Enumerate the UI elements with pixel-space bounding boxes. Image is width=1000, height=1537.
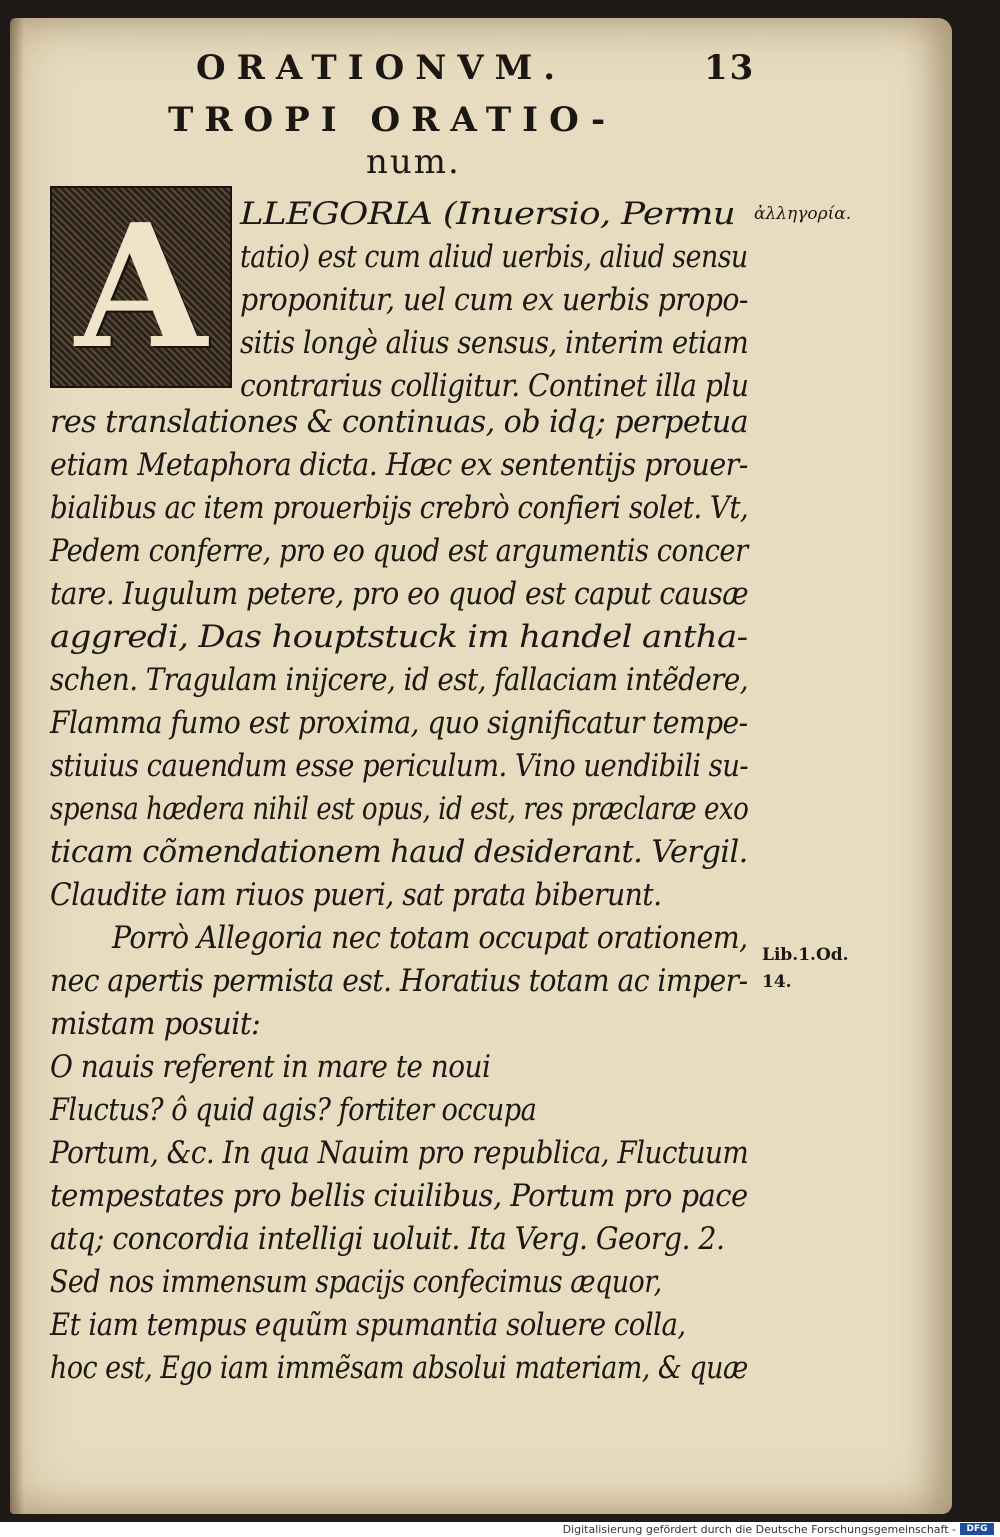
text-line-26: Sed nos immensum spacijs confecimus æquor, [50,1264,662,1300]
text-line-7: etiam Metaphora dicta. Hæc ex sententijs prouer- [50,447,748,483]
text-line-3: proponitur, uel cum ex uerbis propo- [240,282,748,318]
text-line-28: hoc est, Ego iam immẽsam absolui materiam, & quæ [50,1350,748,1386]
text-line-8: bialibus ac item prouerbijs crebrò confieri solet. Vt, [50,490,749,526]
text-line-18: Porrò Allegoria nec totam occupat orationem, [112,920,748,956]
text-line-2: tatio) est cum aliud uerbis, aliud sensu [240,239,748,275]
footer-credit: Digitalisierung gefördert durch die Deutsche Forschungsgemeinschaft - [562,1523,956,1536]
text-line-22: Fluctus? ô quid agis? fortiter occupa [50,1092,537,1128]
text-line-11: aggredi, Das houptstuck im handel antha- [50,619,748,655]
margin-note-greek: ἀλληγορία. [754,204,852,224]
text-line-17: Claudite iam riuos pueri, sat prata biberunt. [50,877,662,913]
text-line-12: schen. Tragulam inijcere, id est, fallaciam intẽdere, [50,662,749,698]
text-line-6: res translationes & continuas, ob idq; perpetua [50,404,749,440]
text-line-25: atq; concordia intelligi uoluit. Ita Verg. Georg. 2. [50,1221,725,1257]
section-title: TROPI ORATIO- [168,100,617,140]
text-line-4: sitis longè alius sensus, interim etiam [240,325,749,361]
text-line-19: nec apertis permista est. Horatius totam ac imper- [50,963,748,999]
initial-letter: A [75,187,207,387]
text-line-23: Portum, &c. In qua Nauim pro republica, Fluctuum [50,1135,749,1171]
text-line-10: tare. Iugulum petere, pro eo quod est caput causæ [50,576,749,612]
section-title-continued: num. [366,142,461,182]
text-line-15: spensa hædera nihil est opus, id est, res præclaræ exo [50,791,749,827]
text-line-24: tempestates pro bellis ciuilibus, Portum pro pace [50,1178,748,1214]
text-line-13: Flamma fumo est proxima, quo significatur tempe- [50,705,748,741]
text-line-5: contrarius colligitur. Continet illa plu [240,368,749,404]
margin-note-reference-line2: 14. [762,972,792,992]
footer-bar [0,1522,1000,1537]
text-line-9: Pedem conferre, pro eo quod est argumentis concer [50,533,748,569]
decorated-initial [50,186,232,388]
text-line-14: stiuius cauendum esse periculum. Vino uendibili su- [50,748,749,784]
text-line-16: ticam cõmendationem haud desiderant. Vergil. [50,834,748,870]
text-line-21: O nauis referent in mare te noui [50,1049,491,1085]
text-line-20: mistam posuit: [50,1006,261,1042]
margin-note-reference: Lib.1.Od. [762,945,849,965]
text-line-1: LLEGORIA (Inuersio, Permu [240,196,736,232]
text-line-27: Et iam tempus equũm spumantia soluere colla, [50,1307,686,1343]
page-number: 13 [704,48,756,88]
running-title: ORATIONVM. [196,48,567,88]
dfg-logo: DFG [960,1523,994,1535]
